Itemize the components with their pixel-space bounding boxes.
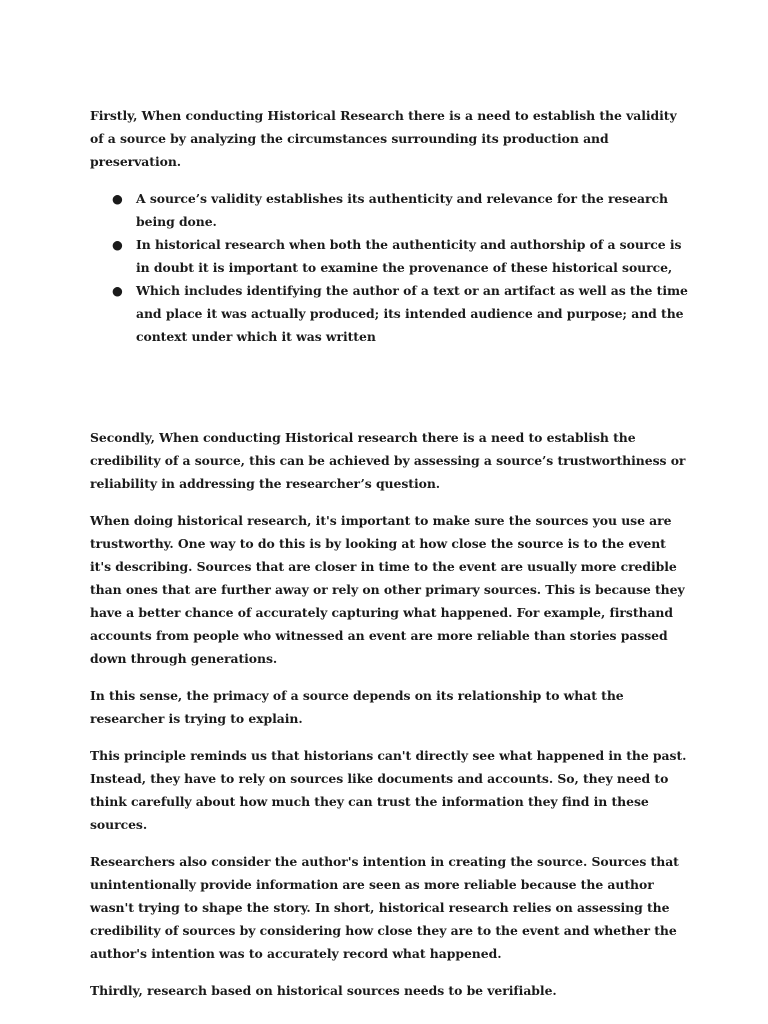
paragraph-author-intention: Researchers also consider the author's intention in creating the source. Sources that unintentionally provide information are seen as more reliable because the author wasn't trying to shape the story. In short, historical research relies on assessing the credibility of sources by considering how close they are to the event and whether the author's intention was to accurately record what happened. [90,854,679,961]
document-page [90,104,688,1002]
bullet-text: In historical research when both the authenticity and authorship of a source is in doubt it is important to examine the provenance of these historical source, [136,237,682,275]
bullet-list [90,187,688,348]
list-item [90,233,688,279]
bullet-icon: ● [112,191,123,206]
paragraph-verifiable: Thirdly, research based on historical sources needs to be verifiable. [90,983,557,998]
paragraph-principle: This principle reminds us that historians can't directly see what happened in the past. Instead, they have to rely on sources like documents and accounts. So, they need to think carefully about how much they can trust the information they find in these sources. [90,748,687,832]
paragraph-credibility: Secondly, When conducting Historical research there is a need to establish the credibility of a source, this can be achieved by assessing a source’s trustworthiness or reliability in addressing the researcher’s question. [90,430,686,491]
list-item [90,279,688,348]
bullet-icon: ● [112,237,123,252]
list-item [90,187,688,233]
bullet-text: Which includes identifying the author of a text or an artifact as well as the time and place it was actually produced; its intended audience and purpose; and the context under which it was written [136,283,688,344]
paragraph-primacy: In this sense, the primacy of a source depends on its relationship to what the researcher is trying to explain. [90,688,624,726]
bullet-icon: ● [112,283,123,298]
paragraph-trustworthy-sources: When doing historical research, it's important to make sure the sources you use are trustworthy. One way to do this is by looking at how close the source is to the event it's describing. Sources that are closer in time to the event are usually more credible than ones that are further away or rely on other primary sources. This is because they have a better chance of accurately capturing what happened. For example, firsthand accounts from people who witnessed an event are more reliable than stories passed down through generations. [90,513,685,666]
bullet-text: A source’s validity establishes its authenticity and relevance for the research being done. [136,191,668,229]
paragraph-validity: Firstly, When conducting Historical Research there is a need to establish the validity of a source by analyzing the circumstances surrounding its production and preservation. [90,108,677,169]
